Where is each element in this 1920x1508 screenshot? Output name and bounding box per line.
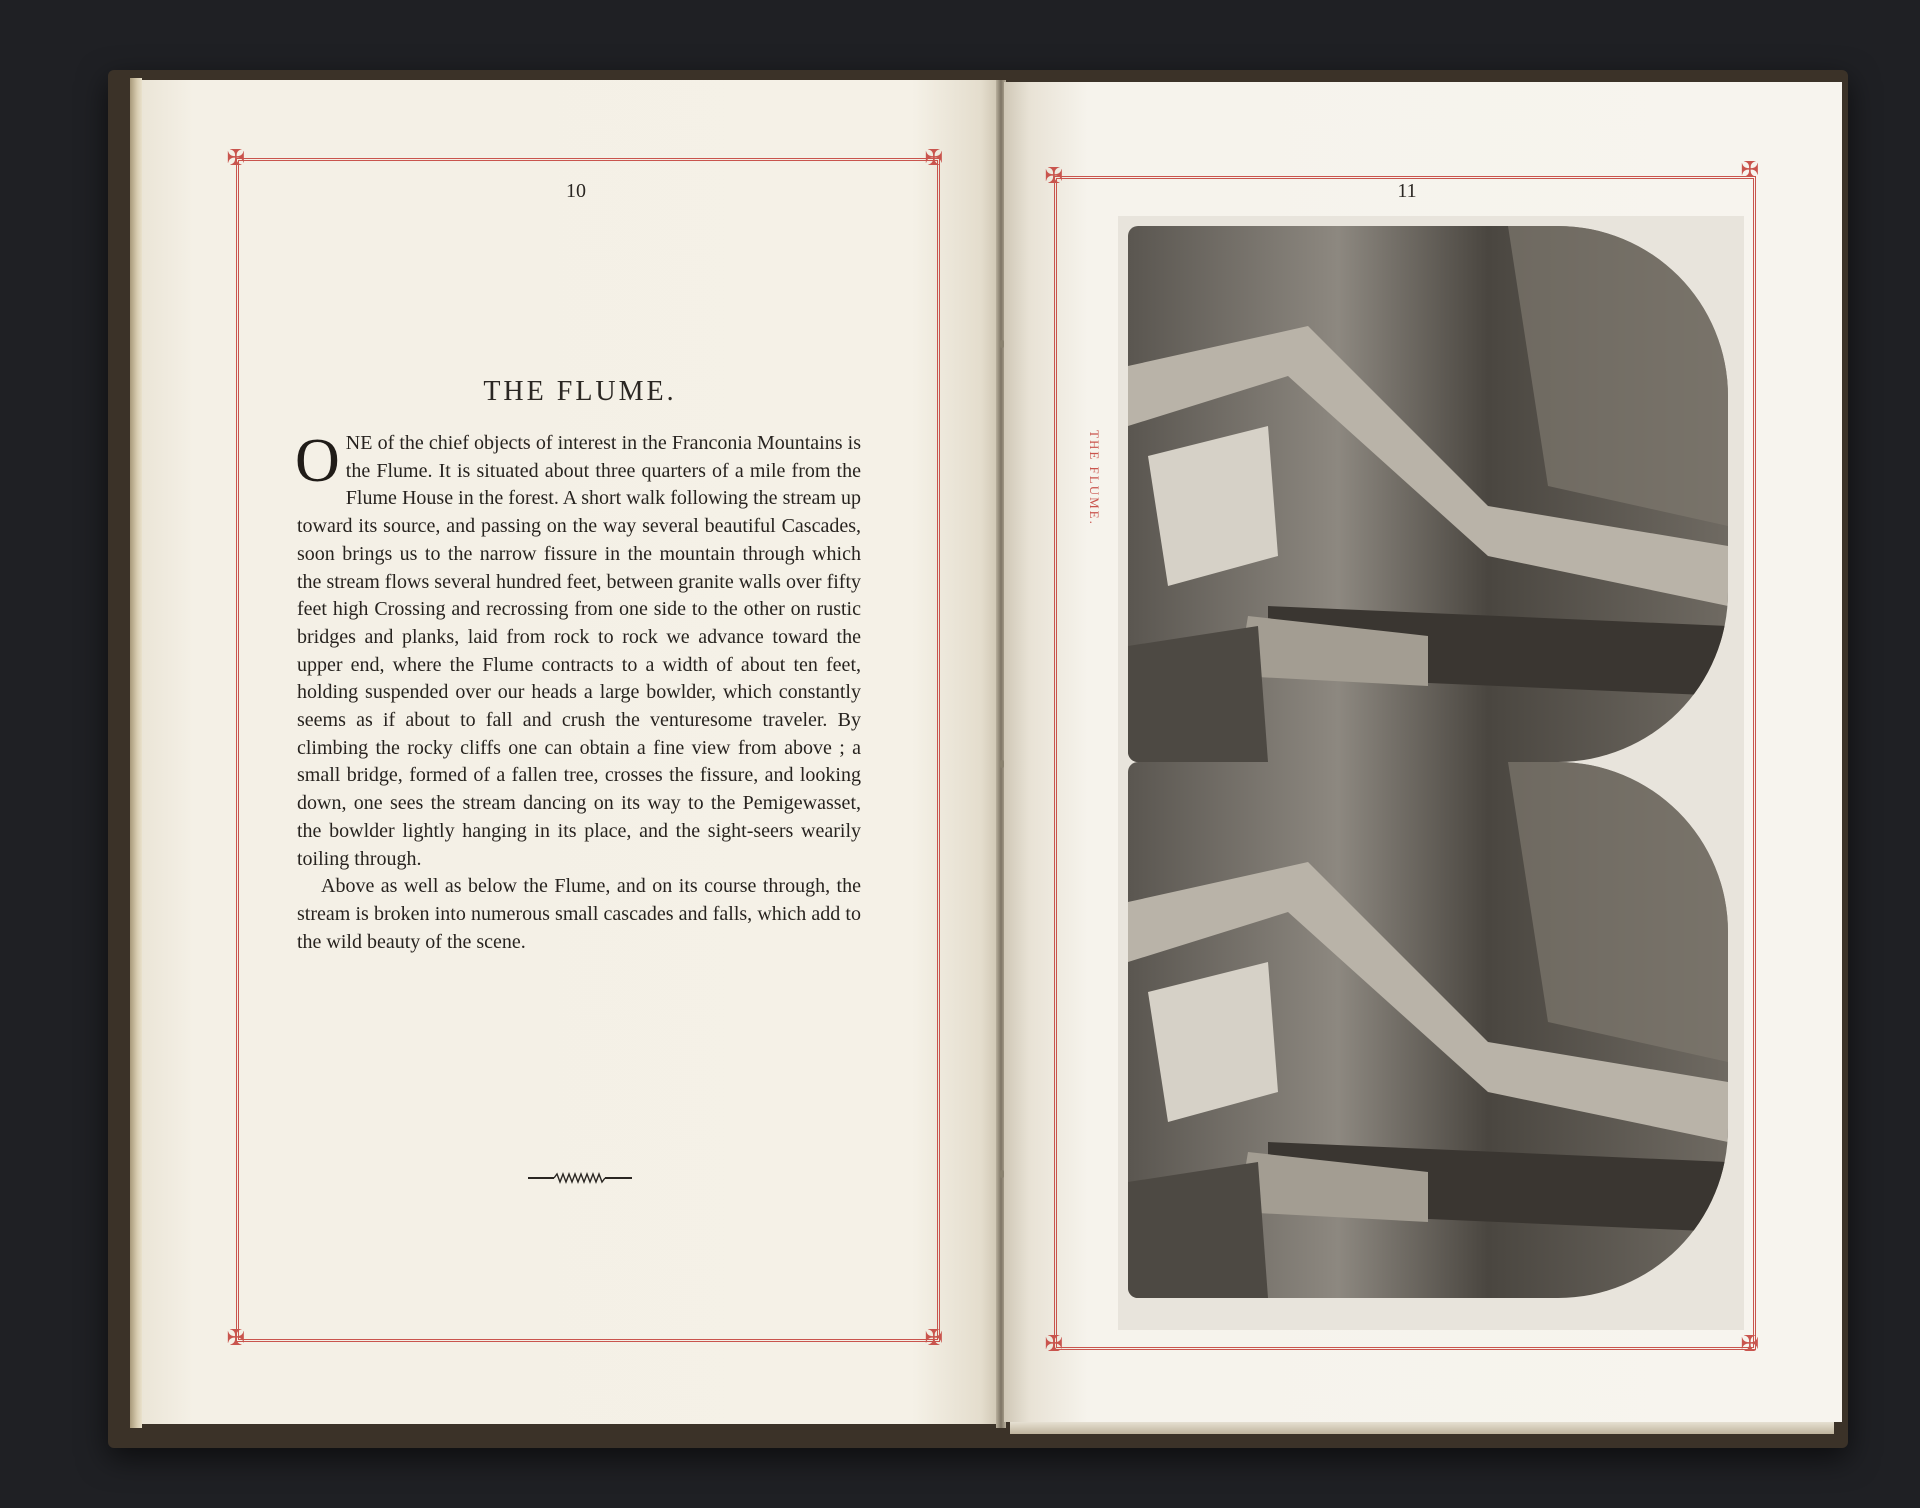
paragraph-1-text: NE of the chief objects of interest in the Franconia Mountains is the Flume. It is situated about three quarters of a mile from the Flume House in the forest. A short walk following the stream up toward its source, and passing on the way several beautiful Cascades, soon brings us to the narrow fissure in the mountain through which the stream flows several hundred feet, between granite walls over fifty feet high Crossing and recrossing from one side to the other on rustic bridges and planks, laid from rock to rock we advance toward the upper end, where the Flume contracts to a width of about ten feet, holding suspended over our heads a large bowlder, which constantly seems as if about to fall and crush the venturesome traveler. By climbing the rocky cliffs one can obtain a fine view from above ; a small bridge, formed of a fallen tree, crosses the fissure, and looking down, one sees the stream dancing on its way to the Pemigewasset, the bowlder lightly hanging in its place, and the sight-seers wearily toiling through. bbox=[297, 432, 861, 870]
stereo-image-top bbox=[1128, 226, 1728, 762]
photo-side-caption: THE FLUME. bbox=[1087, 430, 1102, 526]
maltese-cross-icon: ✠ bbox=[924, 146, 944, 171]
drop-cap: O bbox=[295, 427, 340, 495]
binding-stitch bbox=[1000, 340, 1004, 348]
maltese-cross-icon: ✠ bbox=[1044, 1332, 1064, 1357]
body-text bbox=[295, 427, 861, 956]
binding-stitch bbox=[1000, 760, 1004, 768]
stereograph-photo bbox=[1118, 216, 1744, 1330]
binding-stitch bbox=[1000, 1170, 1004, 1178]
maltese-cross-icon: ✠ bbox=[924, 1326, 944, 1351]
maltese-cross-icon: ✠ bbox=[226, 1326, 246, 1351]
right-page-edges bbox=[1010, 1422, 1834, 1434]
maltese-cross-icon: ✠ bbox=[226, 146, 246, 171]
maltese-cross-icon: ✠ bbox=[1044, 164, 1064, 189]
paragraph-2: Above as well as below the Flume, and on its course through, the stream is broken into numerous small cascades and falls, which add to the wild beauty of the scene. bbox=[297, 875, 861, 953]
maltese-cross-icon: ✠ bbox=[1740, 158, 1760, 183]
squiggle-rule-icon bbox=[528, 1172, 632, 1184]
left-page-edges bbox=[130, 78, 142, 1428]
page-number-left: 10 bbox=[566, 180, 586, 202]
stereo-image-bottom bbox=[1128, 762, 1728, 1298]
maltese-cross-icon: ✠ bbox=[1740, 1332, 1760, 1357]
chapter-title: THE FLUME. bbox=[483, 376, 677, 407]
paragraph-1 bbox=[295, 427, 861, 873]
page-number-right: 11 bbox=[1397, 180, 1417, 202]
